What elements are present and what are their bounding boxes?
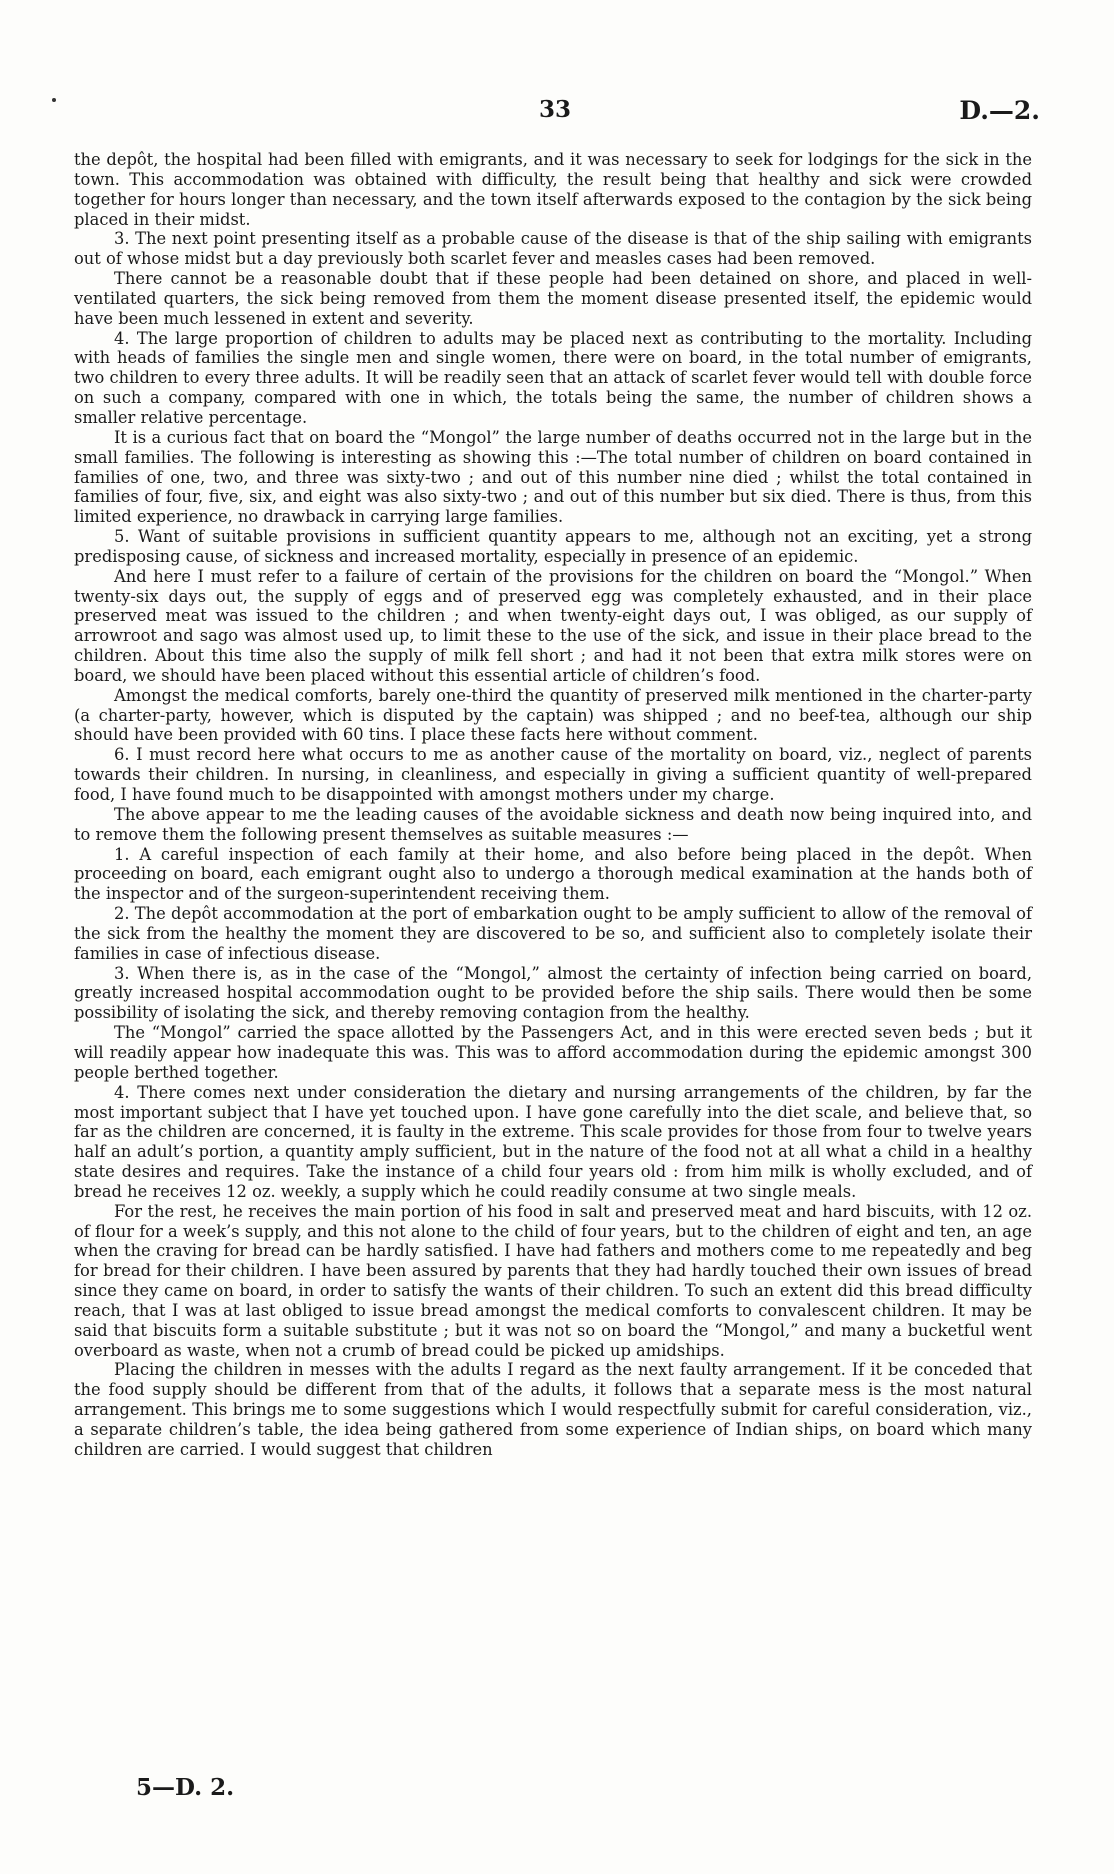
paragraph: 3. When there is, as in the case of the “Mongol,” almost the certainty of infection being carried on board, greatly increased hospital accommodation ought to be provided before the ship sails. There would then be some possibility of isolating the sick, and thereby removing contagion from the healthy. <box>74 963 1032 1023</box>
paragraph: 2. The depôt accommodation at the port of embarkation ought to be amply sufficient to allow of the removal of the sick from the healthy the moment they are discovered to be so, and sufficient also to completely isolate their families in case of infectious disease. <box>74 904 1032 963</box>
paragraph: the depôt, the hospital had been filled with emigrants, and it was necessary to seek for lodgings for the sick in the town. This accommodation was obtained with difficulty, the result being that healthy and sick were crowded together for hours longer than necessary, and the town itself afterwards exposed to the contagion by the sick being placed in their midst. <box>74 150 1032 229</box>
paragraph: The above appear to me the leading causes of the avoidable sickness and death now being inquired into, and to remove them the following present themselves as suitable measures :— <box>74 804 1032 844</box>
page-header <box>70 96 1040 136</box>
paragraph: 3. The next point presenting itself as a probable cause of the disease is that of the ship sailing with emigrants out of whose midst but a day previously both scarlet fever and measles cases had been removed. <box>74 229 1032 269</box>
paragraph: 6. I must record here what occurs to me as another cause of the mortality on board, viz., neglect of parents towards their children. In nursing, in cleanliness, and especially in giving a sufficient quantity of well-prepared food, I have found much to be disappointed with amongst mothers under my charge. <box>74 745 1032 804</box>
page-number: 33 <box>538 96 571 123</box>
signature-mark: 5—D. 2. <box>136 1774 235 1801</box>
paragraph: 5. Want of suitable provisions in sufficient quantity appears to me, although not an exciting, yet a strong predisposing cause, of sickness and increased mortality, especially in presence of an epidemic. <box>74 527 1032 566</box>
body-text <box>74 150 1032 1460</box>
paragraph: There cannot be a reasonable doubt that if these people had been detained on shore, and placed in well-ventilated quarters, the sick being removed from them the moment disease presented itself, the epidemic would have been much lessened in extent and severity. <box>74 269 1032 328</box>
stray-ink-mark <box>52 98 56 102</box>
paragraph: It is a curious fact that on board the “Mongol” the large number of deaths occurred not in the large but in the small families. The following is interesting as showing this :—The total number of children on board contained in families of one, two, and three was sixty-two ; and out of this number nine died ; whilst the total contained in families of four, five, six, and eight was also sixty-two ; and out of this number but six died. There is thus, from this limited experience, no drawback in carrying large families. <box>74 427 1032 527</box>
paragraph: And here I must refer to a failure of certain of the provisions for the children on board the “Mongol.” When twenty-six days out, the supply of eggs and of preserved egg was completely exhausted, and in their place preserved meat was issued to the children ; and when twenty-eight days out, I was obliged, as our supply of arrowroot and sago was almost used up, to limit these to the use of the sick, and issue in their place bread to the children. About this time also the supply of milk fell short ; and had it not been that extra milk stores were on board, we should have been placed without this essential article of children’s food. <box>74 566 1032 685</box>
paragraph: 4. The large proportion of children to adults may be placed next as contributing to the mortality. Including with heads of families the single men and single women, there were on board, in the total number of emigrants, two children to every three adults. It will be readily seen that an attack of scarlet fever would tell with double force on such a company, compared with one in which, the totals being the same, the number of children shows a smaller relative percentage. <box>74 328 1032 427</box>
paragraph: For the rest, he receives the main portion of his food in salt and preserved meat and hard biscuits, with 12 oz. of flour for a week’s supply, and this not alone to the child of four years, but to the children of eight and ten, an age when the craving for bread can be hardly satisfied. I have had fathers and mothers come to me repeatedly and beg for bread for their children. I have been assured by parents that they had hardly touched their own issues of bread since they came on board, in order to satisfy the wants of their children. To such an extent did this bread difficulty reach, that I was at last obliged to issue bread amongst the medical comforts to convalescent children. It may be said that biscuits form a suitable substitute ; but it was not so on board the “Mongol,” and many a bucketful went overboard as waste, when not a crumb of bread could be picked up amidships. <box>74 1201 1032 1360</box>
paragraph: 4. There comes next under consideration the dietary and nursing arrangements of the children, by far the most important subject that I have yet touched upon. I have gone carefully into the diet scale, and believe that, so far as the children are concerned, it is faulty in the extreme. This scale provides for those from four to twelve years half an adult’s portion, a quantity amply sufficient, but in the nature of the food not at all what a child in a healthy state desires and requires. Take the instance of a child four years old : from him milk is wholly excluded, and of bread he receives 12 oz. weekly, a supply which he could readily consume at two single meals. <box>74 1082 1032 1201</box>
paragraph: Placing the children in messes with the adults I regard as the next faulty arrangement. If it be conceded that the food supply should be different from that of the adults, it follows that a separate mess is the most natural arrangement. This brings me to some suggestions which I would respectfully submit for careful consideration, viz., a separate children’s table, the idea being gathered from some experience of Indian ships, on board which many children are carried. I would suggest that children <box>74 1360 1032 1459</box>
paragraph: 1. A careful inspection of each family at their home, and also before being placed in the depôt. When proceeding on board, each emigrant ought also to undergo a thorough medical examination at the hands both of the inspector and of the surgeon-superintendent receiving them. <box>74 844 1032 904</box>
document-reference: D.—2. <box>959 96 1040 125</box>
paragraph: The “Mongol” carried the space allotted by the Passengers Act, and in this were erected seven beds ; but it will readily appear how inadequate this was. This was to afford accommodation during the epidemic amongst 300 people berthed together. <box>74 1023 1032 1082</box>
paragraph: Amongst the medical comforts, barely one-third the quantity of preserved milk mentioned in the charter-party (a charter-party, however, which is disputed by the captain) was shipped ; and no beef-tea, although our ship should have been provided with 60 tins. I place these facts here without comment. <box>74 685 1032 745</box>
